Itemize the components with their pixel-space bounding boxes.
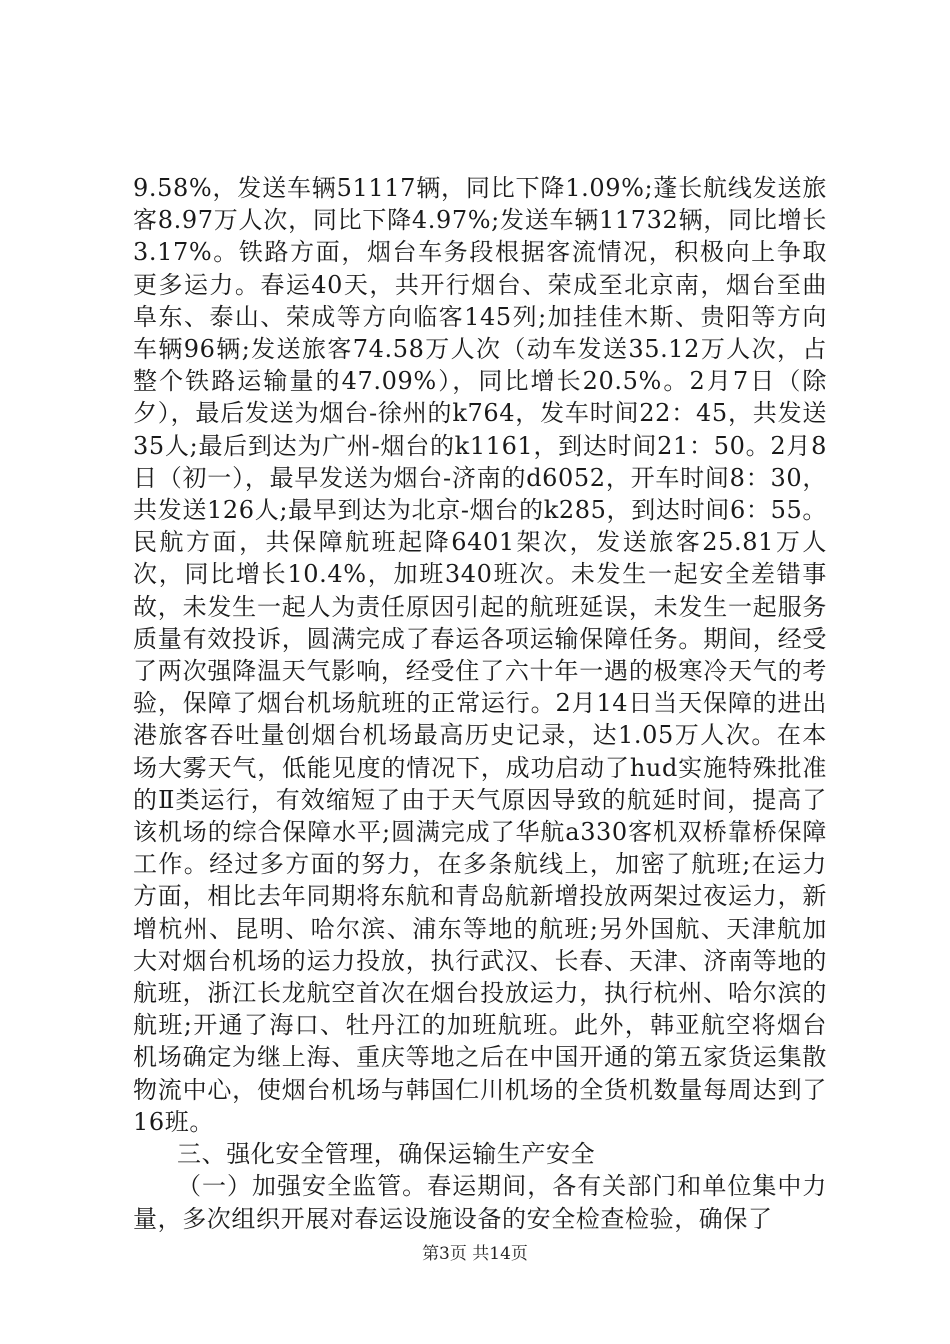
body-paragraph-1: 9.58%，发送车辆51117辆，同比下降1.09%;蓬长航线发送旅客8.97万人次，同比下降4.97%;发送车辆11732辆，同比增长3.17%。铁路方面，烟台车务段根据客流情况，积极向上争取更多运力。春运40天，共开行烟台、荣成至北京南，烟台至曲阜东、泰山、荣成等方向临客145列;加挂佳木斯、贵阳等方向车辆96辆;发送旅客74.58万人次（动车发送35.12万人次，占整个铁路运输量的47.09%），同比增长20.5%。2月7日（除夕），最后发送为烟台-徐州的k764，发车时间22：45，共发送35人;最后到达为广州-烟台的k1161，到达时间21：50。2月8日（初一），最早发送为烟台-济南的d6052，开车时间8：30，共发送126人;最早到达为北京-烟台的k285，到达时间6：55。民航方面，共保障航班起降6401架次，发送旅客25.81万人次，同比增长10.4%，加班340班次。未发生一起安全差错事故，未发生一起人为责任原因引起的航班延误，未发生一起服务质量有效投诉，圆满完成了春运各项运输保障任务。期间，经受了两次强降温天气影响，经受住了六十年一遇的极寒冷天气的考验，保障了烟台机场航班的正常运行。2月14日当天保障的进出港旅客吞吐量创烟台机场最高历史记录，达1.05万人次。在本场大雾天气，低能见度的情况下，成功启动了hud实施特殊批准的Ⅱ类运行，有效缩短了由于天气原因导致的航延时间，提高了该机场的综合保障水平;圆满完成了华航a330客机双桥靠桥保障工作。经过多方面的努力，在多条航线上，加密了航班;在运力方面，相比去年同期将东航和青岛航新增投放两架过夜运力，新增杭州、昆明、哈尔滨、浦东等地的航班;另外国航、天津航加大对烟台机场的运力投放，执行武汉、长春、天津、济南等地的航班，浙江长龙航空首次在烟台投放运力，执行杭州、哈尔滨的航班;开通了海口、牡丹江的加班航班。此外，韩亚航空将烟台机场确定为继上海、重庆等地之后在中国开通的第五家货运集散物流中心，使烟台机场与韩国仁川机场的全货机数量每周达到了16班。: [133, 174, 827, 1136]
body-paragraph-2: （一）加强安全监管。春运期间，各有关部门和单位集中力量，多次组织开展对春运设施设备的安全检查检验，确保了: [133, 1172, 827, 1233]
section-heading: 三、强化安全管理，确保运输生产安全: [177, 1140, 596, 1169]
document-body: [133, 172, 827, 1235]
page-footer: 第3页 共14页: [422, 1244, 528, 1264]
